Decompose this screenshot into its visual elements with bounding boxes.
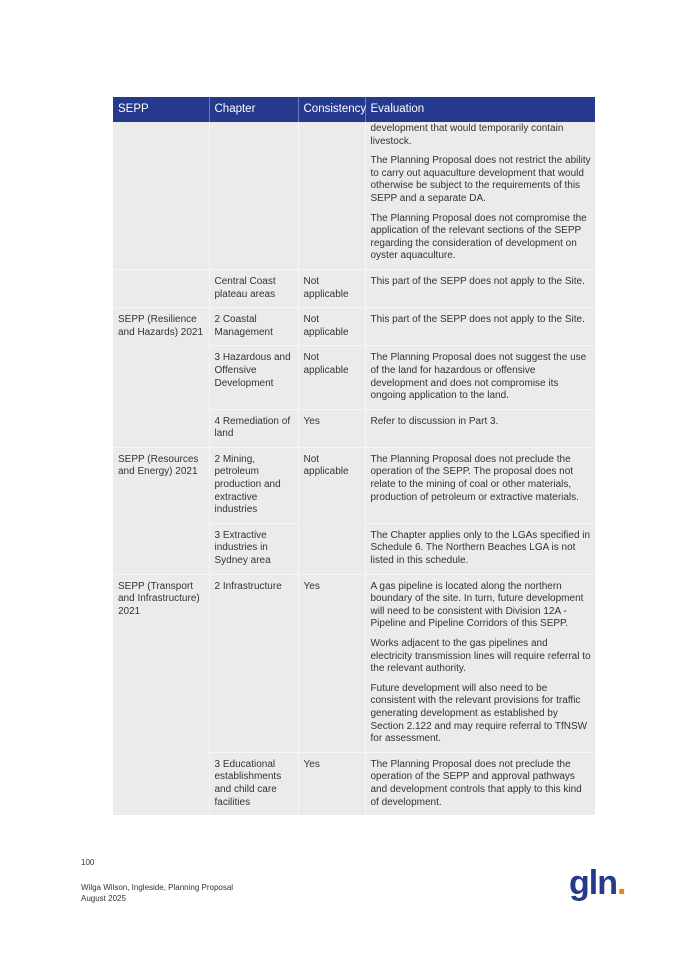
table-row [113, 447, 595, 523]
sepp-consistency-table [113, 97, 595, 815]
page-number: 100 [81, 858, 95, 867]
chapter-cell: 2 Mining, petroleum production and extractive industries [209, 447, 298, 523]
chapter-cell: 3 Hazardous and Offensive Development [209, 346, 298, 409]
consistency-cell [298, 122, 365, 269]
evaluation-cell [365, 269, 595, 307]
evaluation-paragraph: Works adjacent to the gas pipelines and electricity transmission lines will require referral to the relevant authority. [370, 638, 591, 675]
table-row [113, 269, 595, 307]
evaluation-cell [365, 574, 595, 752]
evaluation-paragraph: The Planning Proposal does not preclude the operation of the SEPP. The proposal does not relate to the mining of coal or other materials, production of petroleum or extractive materials. [370, 453, 579, 503]
header-chapter: Chapter [209, 97, 298, 122]
sepp-cell [113, 122, 209, 269]
footer-text [81, 882, 233, 904]
evaluation-cell [365, 308, 595, 346]
table-row [113, 122, 595, 269]
evaluation-cell [365, 752, 595, 815]
chapter-cell: Central Coast plateau areas [209, 269, 298, 307]
evaluation-paragraph: development that would temporarily contain livestock. [370, 123, 564, 147]
logo-dot: . [616, 864, 626, 902]
evaluation-cell [365, 523, 595, 574]
evaluation-paragraph: Future development will also need to be consistent with the relevant provisions for traffic generating development as established by Section 2.122 and may require referral to TfNSW for assessment. [370, 682, 588, 745]
evaluation-cell [365, 122, 595, 269]
table-header-row [113, 97, 595, 122]
consistency-cell: Not applicable [298, 447, 365, 574]
chapter-cell: 3 Extractive industries in Sydney area [209, 523, 298, 574]
evaluation-paragraph: A gas pipeline is located along the northern boundary of the site. In turn, future development will need to be consistent with Division 12A - Pipeline and Pipeline Corridors of this SEPP. [370, 580, 584, 630]
evaluation-paragraph: Refer to discussion in Part 3. [370, 415, 499, 427]
chapter-cell: 3 Educational establishments and child care facilities [209, 752, 298, 815]
sepp-cell [113, 269, 209, 307]
consistency-cell: Yes [298, 574, 365, 752]
sepp-cell: SEPP (Transport and Infrastructure) 2021 [113, 574, 209, 815]
sepp-cell: SEPP (Resilience and Hazards) 2021 [113, 308, 209, 448]
evaluation-paragraph: The Planning Proposal does not preclude the operation of the SEPP and approval pathways and development controls that apply to this kind of development. [370, 758, 582, 808]
chapter-cell [209, 122, 298, 269]
consistency-cell: Yes [298, 752, 365, 815]
evaluation-cell [365, 409, 595, 447]
consistency-cell: Not applicable [298, 308, 365, 346]
table-row [113, 574, 595, 752]
chapter-cell: 2 Coastal Management [209, 308, 298, 346]
evaluation-paragraph: The Planning Proposal does not suggest the use of the land for hazardous or offensive development and does not compromise its ongoing application to the land. [370, 352, 587, 402]
gln-logo [569, 866, 625, 900]
evaluation-cell [365, 346, 595, 409]
document-title: Wilga Wilson, Ingleside, Planning Proposal [81, 883, 234, 892]
chapter-cell: 4 Remediation of land [209, 409, 298, 447]
logo-text: gln [569, 864, 617, 902]
consistency-cell: Not applicable [298, 346, 365, 409]
evaluation-paragraph: The Planning Proposal does not restrict the ability to carry out aquaculture development that would otherwise be subject to the requirements of this SEPP and a separate DA. [370, 155, 591, 204]
evaluation-paragraph: The Chapter applies only to the LGAs specified in Schedule 6. The Northern Beaches LGA is not listed in this schedule. [370, 529, 591, 567]
consistency-cell: Yes [298, 409, 365, 447]
evaluation-paragraph: The Planning Proposal does not compromise the application of the relevant sections of the SEPP regarding the consideration of development on oyster aquaculture. [370, 212, 587, 262]
header-evaluation: Evaluation [365, 97, 595, 122]
header-consistency: Consistency [298, 97, 365, 122]
table-row [113, 308, 595, 346]
evaluation-paragraph: This part of the SEPP does not apply to the Site. [370, 314, 585, 326]
header-sepp: SEPP [113, 97, 209, 122]
chapter-cell: 2 Infrastructure [209, 574, 298, 752]
sepp-cell: SEPP (Resources and Energy) 2021 [113, 447, 209, 574]
consistency-cell: Not applicable [298, 269, 365, 307]
document-date: August 2025 [81, 894, 126, 903]
evaluation-cell [365, 447, 595, 523]
evaluation-paragraph: This part of the SEPP does not apply to the Site. [370, 275, 585, 287]
